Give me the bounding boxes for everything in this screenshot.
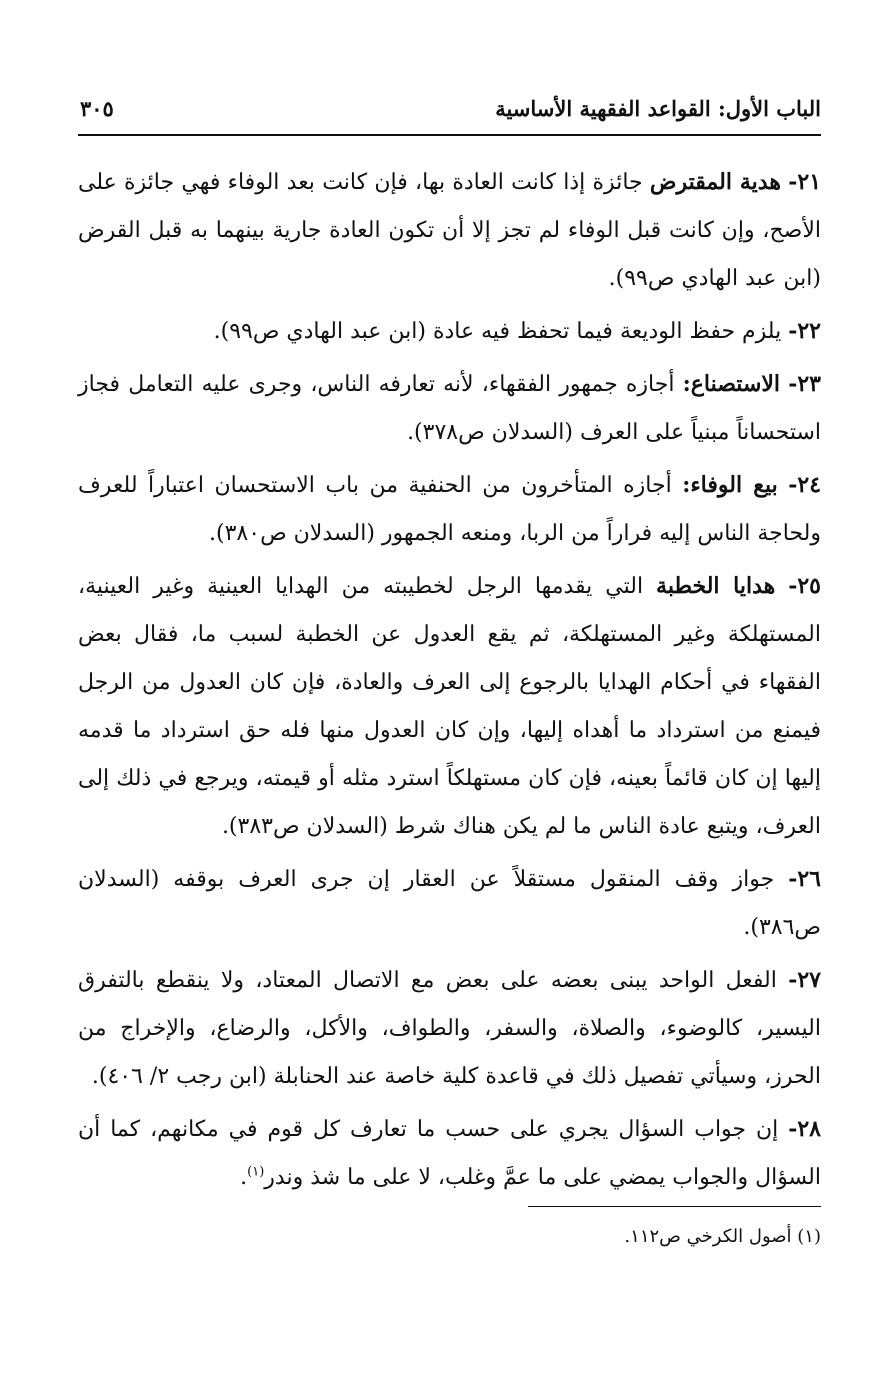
rule-27 — [78, 956, 821, 1101]
footnote-marker: (١) — [797, 1226, 821, 1247]
page-number: ٣٠٥ — [80, 96, 114, 121]
rule-text: التي يقدمها الرجل لخطيبته من الهدايا العينية وغير العينية، المستهلكة وغير المستهلكة، ثم يقع العدول عن الخطبة لسبب ما، فقال بعض الفقهاء في أحكام الهدايا بالرجوع إلى العرف والعادة، فإن كان العدول من الرجل فيمنع من استرداد ما أهداه إليها، وإن كان العدول منها فله حق استرداد ما قدمه إليها إن كان قائماً بعينه، فإن كان مستهلكاً استرد مثله أو قيمته، ويرجع في ذلك إلى العرف، ويتبع عادة الناس ما لم يكن هناك شرط (السدلان ص٣٨٣). — [78, 574, 821, 839]
rule-text: جائزة إذا كانت العادة بها، فإن كانت بعد الوفاء فهي جائزة على الأصح، وإن كانت قبل الوفاء لم تجز إلا أن تكون العادة جارية بينهما به قبل القرض (ابن عبد الهادي ص٩٩). — [78, 170, 821, 291]
rule-term: بيع الوفاء: — [682, 472, 778, 498]
rule-24 — [78, 461, 821, 558]
rule-term: هدية المقترض — [649, 169, 781, 195]
rule-text: جواز وقف المنقول مستقلاً عن العقار إن جرى العرف بوقفه (السدلان ص٣٨٦). — [78, 867, 821, 940]
footnote-text: أصول الكرخي ص١١٢. — [624, 1226, 792, 1247]
footnote-reference[interactable]: (١) — [247, 1164, 265, 1180]
rule-text: إن جواب السؤال يجري على حسب ما تعارف كل قوم في مكانهم، كما أن السؤال والجواب يمضي على ما عمَّ وغلب، لا على ما شذ وندر — [78, 1117, 821, 1190]
rule-number: ٢٧- — [788, 967, 821, 993]
page-header — [78, 94, 821, 136]
rule-text-tail: . — [240, 1165, 248, 1190]
rules-list — [78, 158, 821, 1206]
rule-number: ٢١- — [788, 169, 822, 195]
rule-term: هدايا الخطبة — [656, 573, 776, 599]
rule-number: ٢٤- — [788, 472, 822, 498]
rule-number: ٢٨- — [788, 1116, 821, 1142]
rule-text: الفعل الواحد يبنى بعضه على بعض مع الاتصال المعتاد، ولا ينقطع بالتفرق اليسير، كالوضوء، والصلاة، والسفر، والطواف، والأكل، والرضاع، والإخراج من الحرز، وسيأتي تفصيل ذلك في قاعدة كلية خاصة عند الحنابلة (ابن رجب ٢/ ٤٠٦). — [78, 968, 821, 1089]
rule-26 — [78, 855, 821, 952]
rule-21 — [78, 158, 821, 303]
footnote — [78, 1222, 821, 1252]
rule-text: يلزم حفظ الوديعة فيما تحفظ فيه عادة (ابن عبد الهادي ص٩٩). — [213, 319, 782, 344]
rule-25 — [78, 562, 821, 851]
running-title: الباب الأول: القواعد الفقهية الأساسية — [495, 96, 821, 121]
rule-number: ٢٥- — [788, 573, 821, 599]
rule-number: ٢٣- — [788, 371, 821, 397]
rule-23 — [78, 360, 821, 457]
rule-text: أجازه جمهور الفقهاء، لأنه تعارفه الناس، وجرى عليه التعامل فجاز استحساناً مبنياً على العرف (السدلان ص٣٧٨). — [78, 372, 821, 445]
rule-22 — [78, 307, 821, 356]
rule-text: أجازه المتأخرون من الحنفية من باب الاستحسان اعتباراً للعرف ولحاجة الناس إليه فراراً من الربا، ومنعه الجمهور (السدلان ص٣٨٠). — [78, 473, 821, 546]
rule-term: الاستصناع: — [682, 371, 781, 397]
rule-number: ٢٦- — [788, 866, 821, 892]
footnote-separator — [528, 1206, 821, 1207]
rule-28 — [78, 1105, 821, 1202]
rule-number: ٢٢- — [788, 318, 821, 344]
